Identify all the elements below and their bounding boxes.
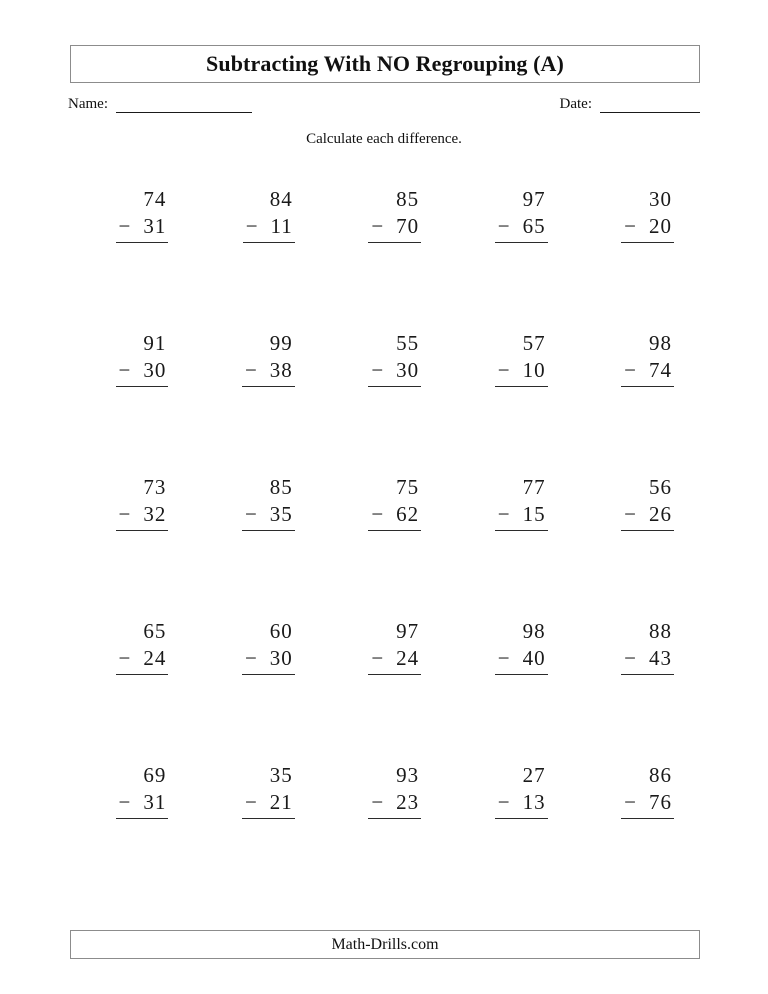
minuend: 86 <box>648 763 672 787</box>
subtrahend-line <box>368 213 421 243</box>
subtraction-problem <box>621 474 674 531</box>
subtrahend: 24 <box>396 646 420 670</box>
subtrahend: 30 <box>396 358 420 382</box>
minuend: 93 <box>396 763 420 787</box>
subtraction-problem <box>242 618 295 675</box>
subtrahend-line <box>242 501 295 531</box>
subtrahend-line <box>621 789 674 819</box>
minus-operator-icon: − <box>371 790 384 814</box>
minus-operator-icon: − <box>624 502 636 526</box>
subtraction-problem <box>621 186 674 243</box>
subtrahend-line <box>495 213 548 243</box>
subtrahend: 31 <box>143 214 167 238</box>
minuend: 74 <box>143 187 167 211</box>
subtraction-problem <box>495 186 548 243</box>
minuend: 91 <box>143 331 167 355</box>
minuend: 35 <box>269 763 293 787</box>
minus-operator-icon: − <box>244 646 257 670</box>
worksheet-title-box <box>70 45 700 83</box>
date-field-group <box>560 95 700 113</box>
subtrahend-line <box>368 645 421 675</box>
minus-operator-icon: − <box>245 214 258 238</box>
problem-cell[interactable] <box>321 474 447 618</box>
minus-operator-icon: − <box>624 358 636 382</box>
minuend: 88 <box>648 619 672 643</box>
subtrahend-line <box>242 789 295 819</box>
minus-operator-icon: − <box>118 790 131 814</box>
subtraction-problem <box>242 762 295 819</box>
minuend: 30 <box>648 187 672 211</box>
subtrahend: 10 <box>522 358 546 382</box>
subtraction-problem <box>368 474 421 531</box>
subtraction-problem <box>242 330 295 387</box>
minus-operator-icon: − <box>371 646 384 670</box>
minuend: 56 <box>648 475 672 499</box>
minus-operator-icon: − <box>371 214 384 238</box>
subtrahend: 32 <box>143 502 167 526</box>
problem-cell[interactable] <box>447 618 573 762</box>
subtrahend: 20 <box>648 214 672 238</box>
problem-grid <box>68 186 700 906</box>
name-input[interactable] <box>116 97 252 113</box>
subtrahend: 38 <box>269 358 293 382</box>
problem-cell[interactable] <box>68 762 194 906</box>
problem-cell[interactable] <box>194 762 320 906</box>
minus-operator-icon: − <box>244 358 257 382</box>
subtraction-problem <box>116 762 169 819</box>
subtrahend: 70 <box>396 214 420 238</box>
minuend: 84 <box>269 187 293 211</box>
problem-cell[interactable] <box>574 618 700 762</box>
subtrahend: 15 <box>522 502 546 526</box>
subtrahend-line <box>495 645 548 675</box>
subtrahend-line <box>116 357 169 387</box>
minuend: 60 <box>269 619 293 643</box>
subtrahend-line <box>243 213 295 243</box>
instruction-text: Calculate each difference. <box>306 131 462 147</box>
subtraction-problem <box>116 330 169 387</box>
minus-operator-icon: − <box>497 646 510 670</box>
minuend: 65 <box>143 619 167 643</box>
subtraction-problem <box>368 762 421 819</box>
subtrahend: 26 <box>648 502 672 526</box>
problem-cell[interactable] <box>194 618 320 762</box>
minuend: 57 <box>522 331 546 355</box>
minuend: 98 <box>522 619 546 643</box>
problem-cell[interactable] <box>321 618 447 762</box>
subtrahend-line <box>495 789 548 819</box>
minus-operator-icon: − <box>624 646 636 670</box>
subtrahend: 74 <box>648 358 672 382</box>
minuend: 97 <box>396 619 420 643</box>
subtrahend-line <box>368 357 421 387</box>
minus-operator-icon: − <box>244 790 257 814</box>
minus-operator-icon: − <box>624 214 636 238</box>
problem-cell[interactable] <box>447 186 573 330</box>
subtrahend-line <box>116 789 169 819</box>
subtrahend-line <box>368 501 421 531</box>
subtrahend: 65 <box>522 214 546 238</box>
subtrahend: 31 <box>143 790 167 814</box>
subtraction-problem <box>242 474 295 531</box>
problem-cell[interactable] <box>68 474 194 618</box>
subtraction-problem <box>116 618 169 675</box>
subtraction-problem <box>368 618 421 675</box>
subtrahend: 40 <box>522 646 546 670</box>
subtraction-problem <box>621 618 674 675</box>
subtrahend-line <box>368 789 421 819</box>
subtraction-problem <box>495 474 548 531</box>
subtrahend-line <box>242 357 295 387</box>
subtrahend-line <box>621 357 674 387</box>
subtraction-problem <box>243 186 295 243</box>
problem-cell[interactable] <box>321 186 447 330</box>
subtraction-problem <box>368 186 421 243</box>
problem-row <box>68 186 700 330</box>
minuend: 98 <box>648 331 672 355</box>
subtrahend: 30 <box>143 358 167 382</box>
subtraction-problem <box>495 618 548 675</box>
subtraction-problem <box>621 762 674 819</box>
minus-operator-icon: − <box>118 646 131 670</box>
subtrahend: 30 <box>269 646 293 670</box>
problem-cell[interactable] <box>574 762 700 906</box>
problem-cell[interactable] <box>447 330 573 474</box>
minuend: 75 <box>396 475 420 499</box>
problem-cell[interactable] <box>574 330 700 474</box>
problem-cell[interactable] <box>321 762 447 906</box>
subtraction-problem <box>116 186 169 243</box>
footer-attribution: Math-Drills.com <box>331 935 439 953</box>
minus-operator-icon: − <box>497 790 510 814</box>
subtrahend: 11 <box>270 214 293 238</box>
minuend: 99 <box>269 331 293 355</box>
problem-cell[interactable] <box>574 186 700 330</box>
problem-cell[interactable] <box>447 474 573 618</box>
problem-cell[interactable] <box>194 330 320 474</box>
subtrahend-line <box>495 357 548 387</box>
subtrahend-line <box>116 645 169 675</box>
name-label: Name: <box>68 96 108 112</box>
problem-cell[interactable] <box>68 618 194 762</box>
name-field-group <box>68 95 252 113</box>
subtrahend-line <box>116 501 169 531</box>
problem-cell[interactable] <box>68 330 194 474</box>
minus-operator-icon: − <box>497 502 510 526</box>
subtrahend-line <box>242 645 295 675</box>
name-date-row <box>68 95 700 121</box>
problem-row <box>68 762 700 906</box>
subtraction-problem <box>368 330 421 387</box>
subtrahend: 43 <box>648 646 672 670</box>
minuend: 27 <box>522 763 546 787</box>
problem-cell[interactable] <box>321 330 447 474</box>
minuend: 85 <box>269 475 293 499</box>
minus-operator-icon: − <box>624 790 636 814</box>
minuend: 55 <box>396 331 420 355</box>
subtrahend-line <box>621 213 674 243</box>
minus-operator-icon: − <box>497 358 510 382</box>
problem-row <box>68 474 700 618</box>
subtrahend-line <box>495 501 548 531</box>
problem-cell[interactable] <box>194 474 320 618</box>
minus-operator-icon: − <box>371 502 384 526</box>
minus-operator-icon: − <box>244 502 257 526</box>
subtrahend: 21 <box>269 790 293 814</box>
problem-cell[interactable] <box>68 186 194 330</box>
subtrahend: 76 <box>648 790 672 814</box>
subtraction-problem <box>495 330 548 387</box>
minuend: 69 <box>143 763 167 787</box>
subtrahend: 62 <box>396 502 420 526</box>
page-title: Subtracting With NO Regrouping (A) <box>206 51 564 76</box>
minus-operator-icon: − <box>118 502 131 526</box>
minuend: 73 <box>143 475 167 499</box>
minus-operator-icon: − <box>497 214 510 238</box>
subtrahend-line <box>621 645 674 675</box>
footer-box <box>70 930 700 959</box>
date-label: Date: <box>559 96 592 112</box>
minuend: 97 <box>522 187 546 211</box>
subtrahend: 35 <box>269 502 293 526</box>
subtrahend: 24 <box>143 646 167 670</box>
subtraction-problem <box>495 762 548 819</box>
problem-row <box>68 330 700 474</box>
subtrahend-line <box>116 213 169 243</box>
problem-cell[interactable] <box>574 474 700 618</box>
minuend: 85 <box>396 187 420 211</box>
problem-row <box>68 618 700 762</box>
problem-cell[interactable] <box>447 762 573 906</box>
minus-operator-icon: − <box>371 358 384 382</box>
minuend: 77 <box>522 475 546 499</box>
subtraction-problem <box>621 330 674 387</box>
subtraction-problem <box>116 474 169 531</box>
minus-operator-icon: − <box>118 214 131 238</box>
subtrahend: 23 <box>396 790 420 814</box>
subtrahend: 13 <box>522 790 546 814</box>
subtrahend-line <box>621 501 674 531</box>
minus-operator-icon: − <box>118 358 131 382</box>
date-input[interactable] <box>600 97 700 113</box>
problem-cell[interactable] <box>194 186 320 330</box>
